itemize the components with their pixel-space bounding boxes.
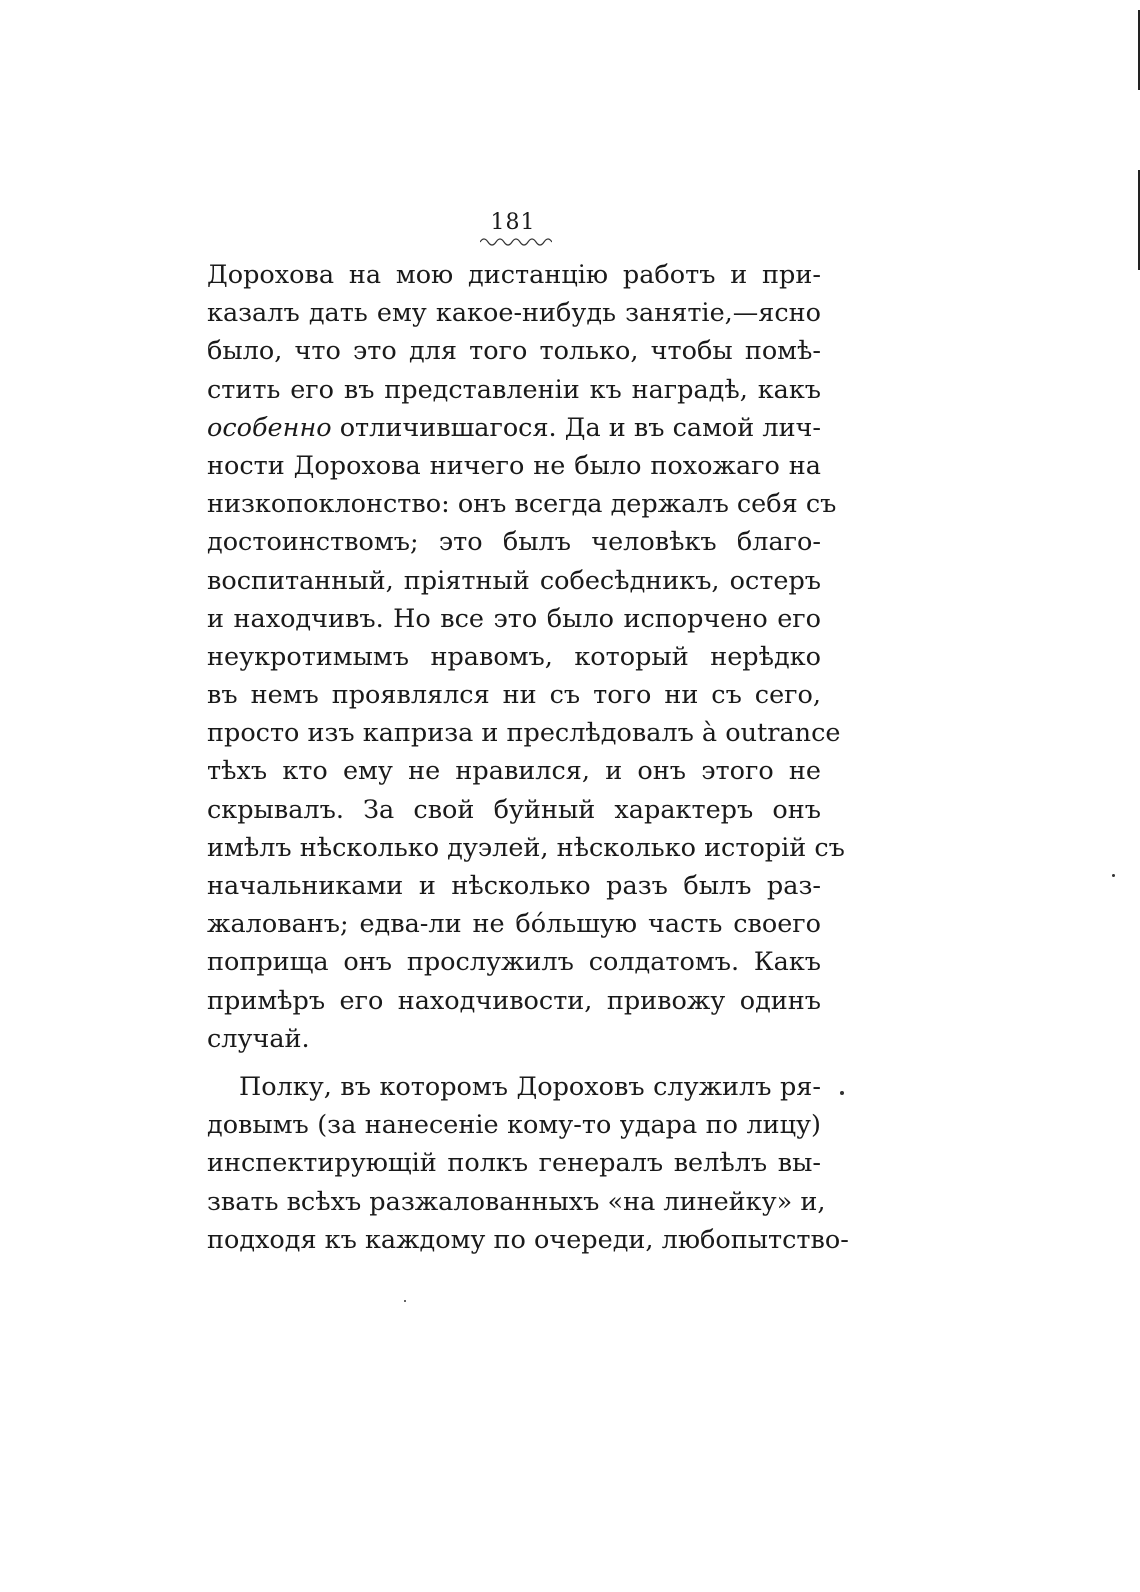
scan-speck [840,1091,844,1095]
text-line: инспектирующій полкъ генералъ велѣлъ вы- [207,1148,821,1179]
text-line: было, что это для того только, чтобы помѣ- [207,336,821,367]
page-number-ornament [480,236,552,248]
text-line: жалованъ; едва-ли не бо́льшую часть своего [207,909,821,940]
text-line: звать всѣхъ разжалованныхъ «на линейку» и, [207,1186,826,1217]
text-line: скрывалъ. За свой буйный характеръ онъ [207,794,821,825]
scan-speck [404,1300,406,1302]
text-line: просто изъ каприза и преслѣдовалъ à outrance [207,718,841,749]
emphasis-word: особенно [207,412,332,443]
text-line: въ немъ проявлялся ни съ того ни съ сего, [207,680,821,711]
text-line: примѣръ его находчивости, привожу одинъ [207,985,821,1016]
page-number: 181 [490,210,536,235]
text-line: ности Дорохова ничего не было похожаго на [207,450,821,481]
text-line: начальниками и нѣсколько разъ былъ раз- [207,871,821,901]
paragraph-2 [207,1068,849,1259]
text-line: случай. [207,1023,310,1054]
text-line: имѣлъ нѣсколько дуэлей, нѣсколько исторій съ [207,832,845,863]
text-line: казалъ дать ему какое-нибудь занятіе,—ясно [207,298,821,329]
scan-speck [1112,874,1115,877]
text-line: Дорохова на мою дистанцію работъ и при- [207,260,821,290]
text-line-rest: отличившагося. Да и въ самой лич- [331,412,822,443]
text-line [207,409,821,447]
text-line: подходя къ каждому по очереди, любопытство- [207,1224,849,1255]
text-line: достоинствомъ; это былъ человѣкъ благо- [207,527,821,558]
text-line: поприща онъ прослужилъ солдатомъ. Какъ [207,947,821,978]
text-line: воспитанный, пріятный собесѣдникъ, остеръ [207,565,821,596]
text-line: низкопоклонство: онъ всегда держалъ себя съ [207,489,837,520]
text-line: неукротимымъ нравомъ, который нерѣдко [207,641,821,672]
paragraph-gap [207,1058,821,1068]
text-line: стить его въ представленіи къ наградѣ, какъ [207,374,821,405]
paragraph-1 [207,256,845,1058]
text-line: довымъ (за нанесеніе кому-то удара по лицу) [207,1110,821,1141]
text-line: Полку, въ которомъ Дороховъ служилъ ря- [239,1071,821,1102]
text-line: и находчивъ. Но все это было испорчено его [207,603,821,634]
body-text [207,256,849,1259]
text-line: тѣхъ кто ему не нравился, и онъ этого не [207,756,821,787]
